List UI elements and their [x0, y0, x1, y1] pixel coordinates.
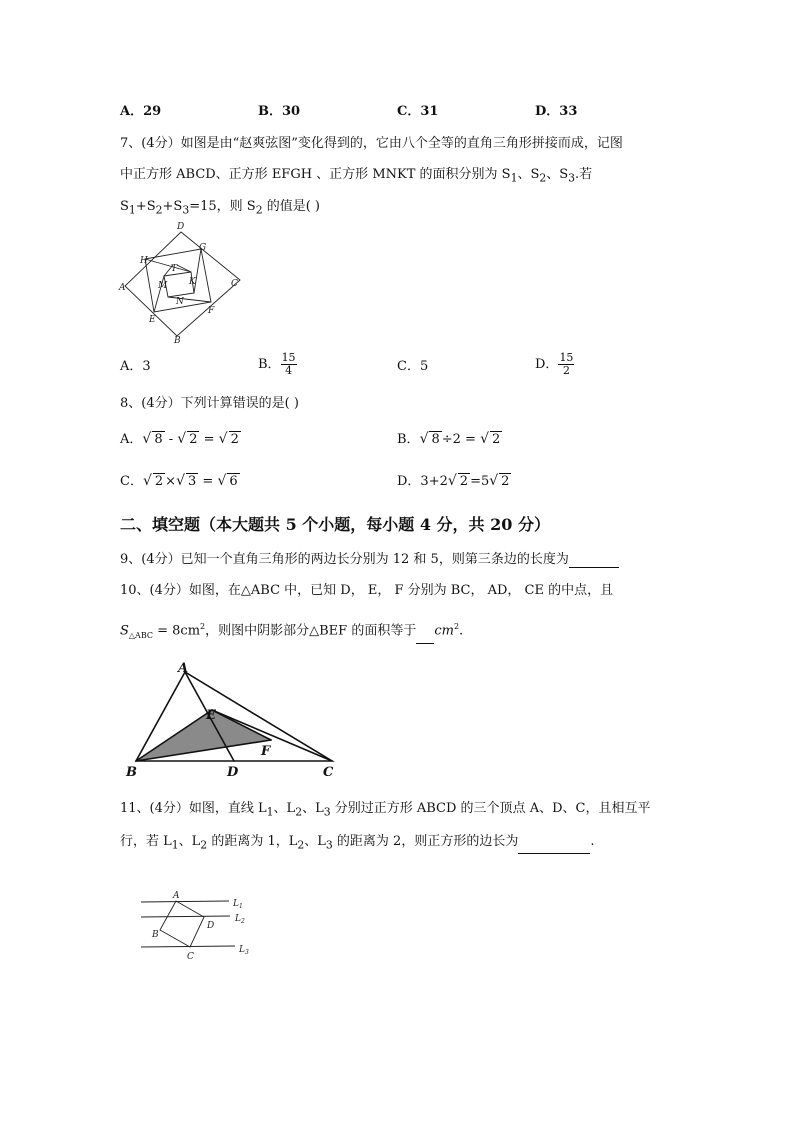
q11-stem-line2: 行，若 $L_1$、$L_2$ 的距离为 1，$L_2$、$L_3$ 的距离为 2，则正方形的边长为 . [120, 834, 595, 852]
q10-label-c: C [323, 765, 334, 780]
q11-answer-blank[interactable] [518, 841, 590, 854]
q6-option-d: D．33 [535, 104, 578, 119]
q6-option-a: A．29 [120, 104, 162, 119]
q7-label-n: N [176, 297, 184, 307]
q7-label-k: K [189, 277, 196, 287]
q7-label-g: G [199, 243, 207, 253]
q7-label-a: A [119, 283, 126, 293]
q7-stem-line3: $S_1+S_2+S_3=15$，则 $S_2$ 的值是( ) [120, 199, 320, 217]
q8-option-a: A．√ 8 - √ 2 = √ 2 [120, 431, 239, 447]
q7-option-b: B． $\frac{15}{4}$ [258, 351, 296, 377]
q11-parallel-lines-figure [135, 885, 265, 965]
q7-label-d: D [177, 222, 185, 232]
q11-label-l2: $L_2$ [235, 914, 245, 925]
q11-label-l1: $L_1$ [233, 899, 243, 910]
q10-label-a: A [178, 661, 189, 676]
q10-label-d: D [227, 765, 239, 780]
q10-label-f: F [261, 744, 271, 759]
q7-option-c: C．5 [397, 359, 429, 374]
q9-stem: 9、(4分）已知一个直角三角形的两边长分别为 12 和 5，则第三条边的长度为 [120, 552, 619, 568]
q7-label-e: E [149, 315, 156, 325]
q7-label-b: B [174, 336, 181, 345]
q9-answer-blank[interactable] [569, 555, 619, 568]
q7-zhao-shuang-figure [115, 220, 245, 345]
q8-stem: 8、(4分）下列计算错误的是( ) [120, 396, 299, 411]
q8-option-d: D．3+2√ 2 =5√ 2 [397, 473, 510, 489]
q7-stem-line1: 7、(4分）如图是由“赵爽弦图”变化得到的，它由八个全等的直角三角形拼接而成，记图 [120, 136, 623, 151]
q7-label-m: M [158, 281, 168, 291]
q11-label-a: A [173, 891, 180, 901]
q8-option-b: B．√ 8 ÷2 = √ 2 [397, 431, 501, 447]
q7-label-c: C [231, 279, 238, 289]
q7-label-f: F [208, 306, 215, 316]
q7-label-h: H [140, 256, 148, 266]
q11-label-b: B [152, 930, 159, 940]
q7-option-a: A．3 [120, 359, 151, 374]
q7-label-t: T [171, 264, 178, 274]
q11-stem-line1: 11、(4分）如图，直线 $L_1$、$L_2$、$L_3$ 分别过正方形 ABCD 的三个顶点 A、D、C，且相互平 [120, 801, 651, 819]
q8-option-c: C．√ 2 ×√ 3 = √ 6 [120, 473, 238, 489]
q10-triangle-figure [120, 660, 345, 782]
q10-stem-line2: $S_{\triangle ABC} = 8cm^2$，则图中阴影部分△BEF 的面积等于 $cm^2$. [120, 619, 463, 644]
q10-label-e: E [206, 708, 216, 723]
q11-label-d: D [207, 921, 215, 931]
q6-option-c: C．31 [397, 104, 439, 119]
q6-option-b: B．30 [258, 104, 301, 119]
q10-answer-blank[interactable] [416, 631, 434, 644]
q10-stem-line1: 10、(4分）如图，在△ABC 中，已知 D， E， F 分别为 BC， AD， CE 的中点，且 [120, 583, 614, 598]
q10-label-b: B [126, 765, 137, 780]
q11-label-c: C [187, 952, 194, 962]
q11-label-l3: $L_3$ [239, 945, 249, 956]
q7-stem-line2: 中正方形 ABCD、正方形 EFGH 、正方形 MNKT 的面积分别为 $S_1$、$S_2$、$S_3$.若 [120, 167, 593, 185]
section-2-heading: 二、填空题（本大题共 5 个小题，每小题 4 分，共 20 分） [120, 515, 550, 534]
q7-option-d: D． $\frac{15}{2}$ [535, 351, 574, 377]
